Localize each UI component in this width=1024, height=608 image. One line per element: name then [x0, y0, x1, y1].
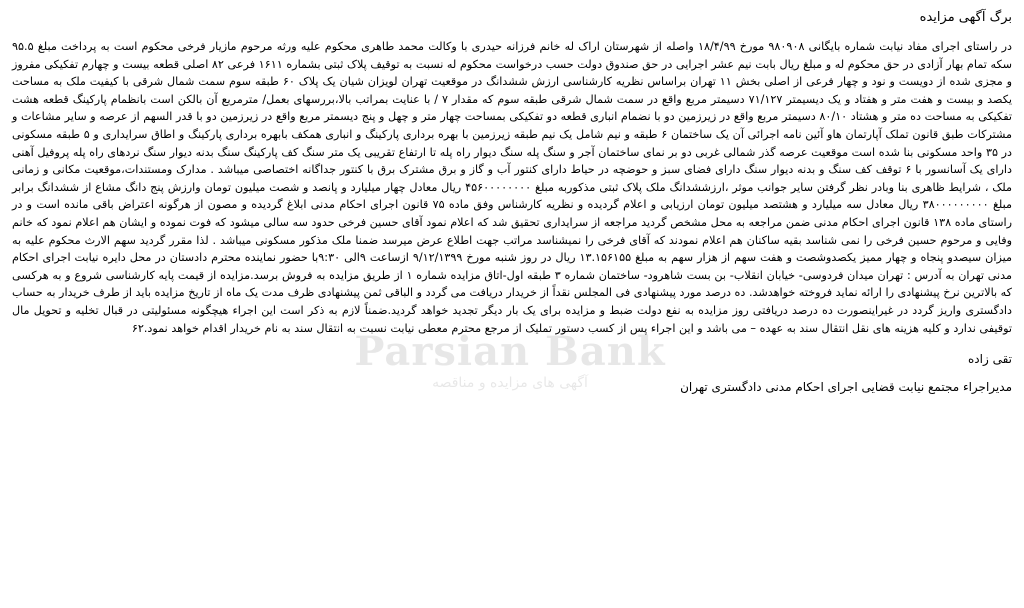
- signer-name: تقی زاده: [968, 352, 1012, 367]
- watermark-subtitle: آگهی های مزایده و مناقصه: [432, 375, 588, 391]
- notice-title: برگ آگهی مزایده: [919, 10, 1012, 25]
- notice-body: در راستای اجرای مفاد نیابت شماره بایگانی ۹۸۰۹۰۸ مورخ ۱۸/۴/۹۹ واصله از شهرستان اراک له خانم فرزانه حیدری با وکالت محمد طاهری محکوم علیه ورثه مرحوم مازیار فرخی محکوم است به پرداخت مبلغ ۹۵.۵ سکه تمام بهار آزادی در حق محکوم له و مبلغ ریال بابت نیم عشر اجرایی در حق صندوق دولت حسب درخواست محکوم له نسبت به توقیف پلاک ثبتی بشماره ۱۶۱۱ فرعی ۸۲ اصلی قطعه بیست و چهارم تفکیکی مفروز و مجزی شده از دویست و نود و چهار فرعی از اصلی بخش ۱۱ تهران براساس نظریه کارشناسی ارزش ششدانگ در موقعیت تهران لویزان شیان یک پلاک ۶۰ طبقه سوم سمت شمال شرقی با کیفیت ملک به مساحت یکصد و بیست و هفت متر و هفتاد و یک دیسیمتر ۷۱/۱۲۷ دسیمتر مربع واقع در سمت شمال شرقی طبقه سوم که مقدار ۷ / با عنایت بمراتب بالا،بررسهای بعمل/ مترمربع آن بالکن است بانظمام پارکینگ قطعه هشت تفکیکی به مساحت ده متر و هشتاد ۸۰/۱۰ دسیمتر مربع واقع در زیرزمین دو با نضمام انباری قطعه دو تفکیکی بمساحت چهار متر و چهل و پنج دیسمتر مربع واقع در زیرزمین دو با قدر السهم از عرصه و سایر مشاعات و مشترکات طبق قانون تملک آپارتمان هاو آئین نامه اجرائی آن یک ساختمان ۶ طبقه و نیم شامل یک نیم طبقه زیرزمین با بهره برداری پارکینگ و انباری همکف بابهره برداری پارکینگ و اطاق سرایداری و ۵ طبقه مسکونی در ۳۵ واحد مسکونی بنا شده است موقعیت عرصه گذر شمالی غربی دو بر نمای ساختمان آجر و سنگ پله سنگ دیوار راه پله تا ارتفاع تقریبی یک متر سنگ کف پارکینگ سنگ بدنه دیوار سنگ نردهای راه پله پروفیل آهنی دارای یک آسانسور با ۶ توقف کف سنگ و بدنه دیوار سنگ دارای فضای سبز و حوضچه در حیاط دارای کنتور آب و گاز و برق مشترک برق با کنتور جداگانه اختصاصی میباشد . مدارک ومستندات،موقعیت مکانی و زمانی ملک ، شرایط ظاهری بنا وبادر نظر گرفتن سایر جوانب موثر ،ارزششدانگ ملک پلاک ثبتی مذکوربه مبلغ ۴۵۶۰۰۰۰۰۰۰۰ ریال معادل چهار میلیارد و پانصد و شصت میلیون تومان وارزش پنج دانگ مشاع از ششدانگ برابر مبلغ ۳۸۰۰۰۰۰۰۰۰۰ ریال معادل سه میلیارد و هشتصد میلیون تومان ارزیابی و اعلام گردیده و نظریه کارشناس وفق ماده ۷۵ قانون اجرای احکام مدنی ابلاغ گردیده و مصون از هرگونه اعتراض باقی مانده است و در راستای ماده ۱۳۸ قانون اجرای احکام مدنی ضمن مراجعه به محل مشخص گردید مراجعه از سرایداری تحقیق شد که اعلام نمود آقای حسین فرخی حدود سه سالی میشود که فوت نموده و ایشان هم اعلام نمود که خانم وفایی و مرحوم حسین فرخی را نمی شناسد بقیه ساکنان هم اعلام نمودند که آقای فرخی را نمیشناسد مراتب جهت اطلاع عرض میرسد ضمنا ملک مذکور مسکونی میباشد . لذا مقرر گردید سهم الارث محکوم علیه به میزان سیصدو پنجاه و چهار ممیز یکصدوشصت و هفت سهم از هزار سهم به مبلغ ۱۳.۱۵۶۱۵۵ ریال در روز شنبه مورخ ۹/۱۲/۱۳۹۹ ازساعت ۹الی ۹:۳۰با حضور نماینده محترم دادستان در محل دایره نیابت اجرای احکام مدنی تهران به آدرس : تهران میدان فردوسی- خیابان انقلاب- بن بست شاهرود- ساختمان شماره ۳ طبقه اول-اتاق مزایده شماره ۱ از طریق مزایده به فروش برسد.مزایده از قیمت پایه کارشناسی شروع و به هرکسی که بالاترین نرخ پیشنهادی را ارائه نماید فروخته خواهدشد. ده درصد مورد پیشنهادی فی المجلس نقداً از خریدار دریافت می گردد و الباقی ثمن پیشنهادی ظرف مدت یک ماه از تاریخ مزایده باید از طرف خریدار به حساب دادگستری واریز گردد در غیراینصورت ده درصد دریافتی روز مزایده به نفع دولت ضبط و مزایده برای یک بار دیگر تجدید خواهد گردید.ضمناً لازم به ذکر است این اجراء هیچگونه مسئولیتی در قبال تخلیه و تحویل مال توقیفی ندارد و کلیه هزینه های نقل انتقال سند به عهده – می باشد و این اجراء پس از کسب دستور تملیک از مرجع محترم معطی نیابت نسبت به انتقال سند به نام خریدار اقدام خواهد نمود.۶۲: [11, 40, 1013, 335]
- issuing-office: مدیراجراء مجتمع نیابت قضایی اجرای احکام مدنی دادگستری تهران: [680, 380, 1012, 395]
- watermark-logo-text: Parsian Bank: [354, 328, 666, 375]
